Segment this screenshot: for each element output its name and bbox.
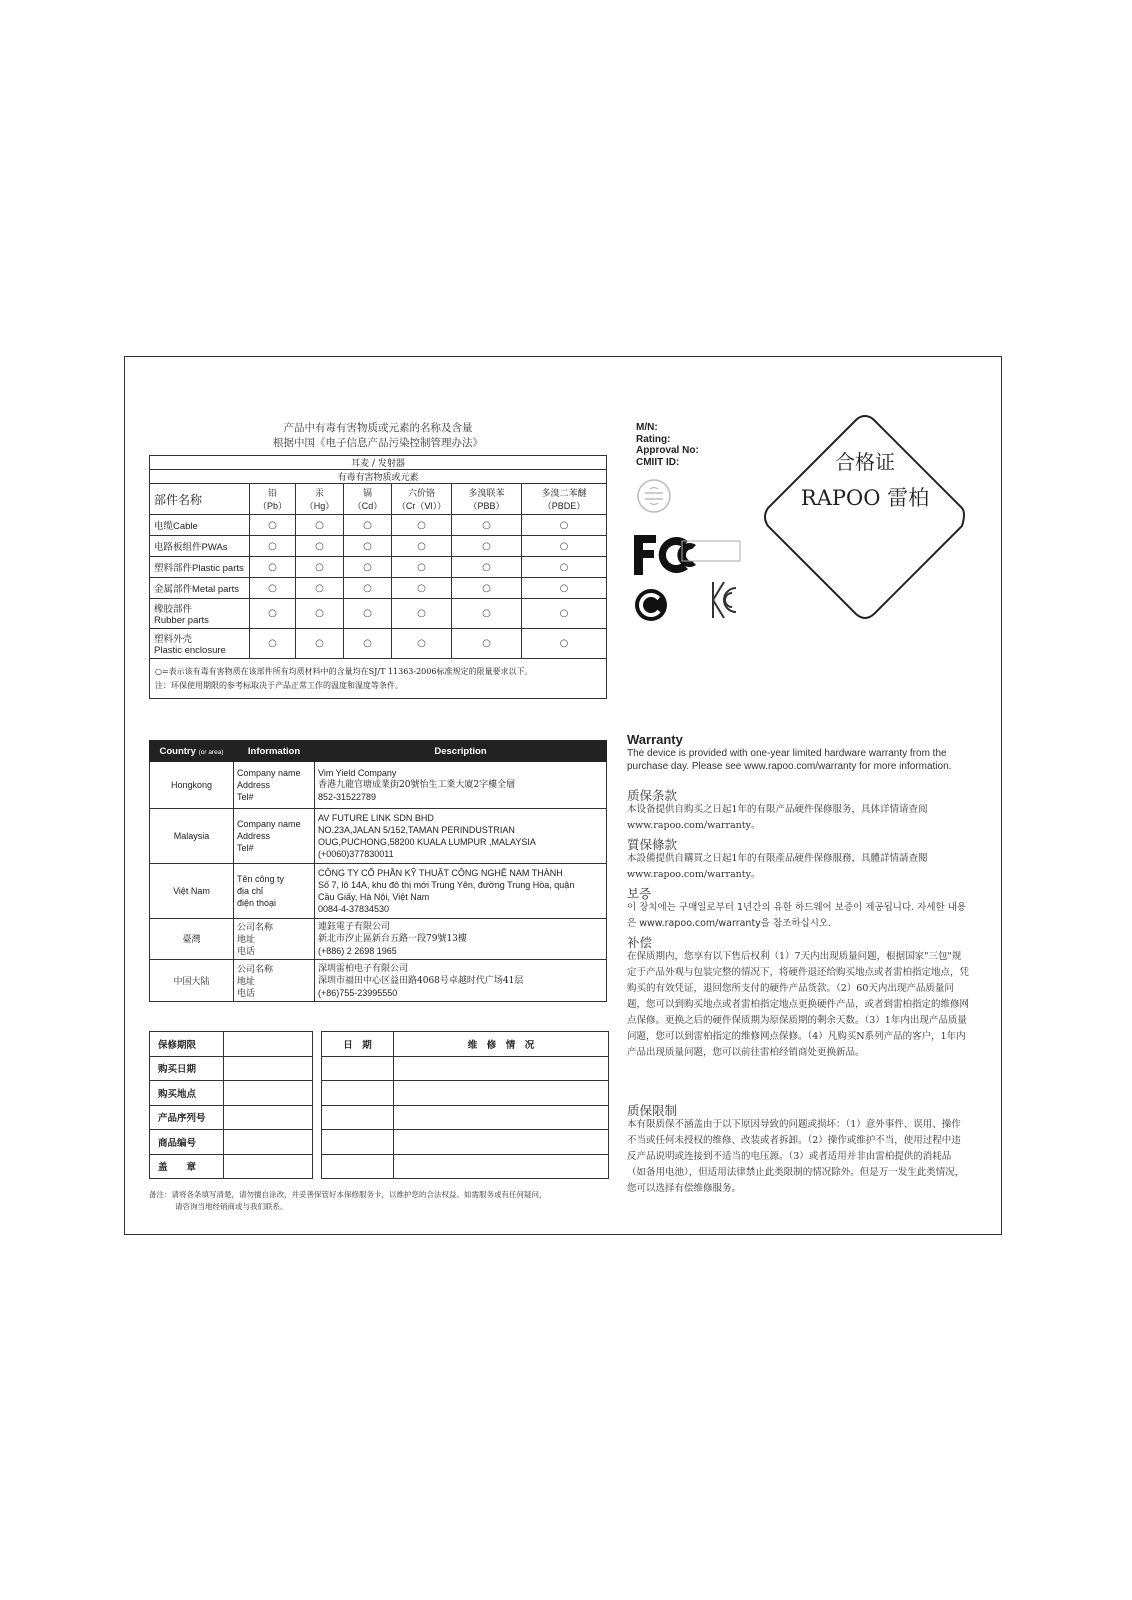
info-label: 电话 — [237, 987, 256, 998]
limitation-text: 本有限质保不涵盖由于以下原因导致的问题或损坏：（1）意外事件、误用、操作不当或任何未授权的维修、改装或者拆卸。（2）操作或维护不当，使用过程中违反产品说明或连接到不适当的电压源。（3）或者适用并非由雷柏提供的消耗品（如备用电池），但适用法律禁止此类限制的情况除外。但是万一发生此类情况，您可以选择有偿维修服务。 — [627, 1119, 965, 1194]
part-name-en: Rubber parts — [154, 615, 209, 626]
compliance-mark: ○ — [392, 515, 452, 536]
compliance-mark: ○ — [522, 629, 607, 659]
description-line: AV FUTURE LINK SDN BHD — [318, 813, 434, 823]
compliance-mark: ○ — [250, 536, 296, 557]
description-cell — [315, 762, 607, 809]
info-label: Company name — [237, 768, 301, 778]
part-name — [150, 599, 250, 629]
contact-table — [149, 740, 607, 1002]
repair-details-field[interactable] — [394, 1081, 609, 1106]
compliance-mark: ○ — [452, 536, 522, 557]
compliance-mark: ○ — [250, 599, 296, 629]
tc-warranty-text: 本設備提供自購買之日起1年的有限產品硬件保修服務，具體詳情請查閱www.rapoo.com/warranty。 — [627, 853, 928, 880]
compliance-mark: ○ — [392, 578, 452, 599]
footnote-line1: 备注：请将各条填写清楚，请勿擅自涂改，并妥善保管好本保修服务卡，以维护您的合法权益。如需服务或有任何疑问， — [149, 1190, 547, 1199]
info-label: Company name — [237, 819, 301, 829]
substances-title: 有毒有害物质或元素 — [150, 470, 607, 484]
substance-header-3 — [392, 484, 452, 515]
record-value-field[interactable] — [224, 1056, 313, 1081]
info-label: 地址 — [237, 934, 256, 944]
part-name-en: Cable — [173, 521, 198, 532]
compliance-mark: ○ — [296, 599, 344, 629]
description-line: 連鈺電子有限公司 — [318, 922, 391, 932]
compliance-mark: ○ — [296, 515, 344, 536]
compliance-mark: ○ — [344, 578, 392, 599]
part-name-en: Plastic enclosure — [154, 645, 226, 656]
info-cell — [234, 864, 315, 919]
sc-warranty-title: 质保条款 — [627, 788, 678, 803]
repair-row — [322, 1105, 609, 1130]
substance-cn: 六价铬 — [407, 489, 435, 499]
info-cell — [234, 809, 315, 864]
warranty-title: Warranty — [627, 732, 683, 747]
part-name-cn: 塑料部件 — [154, 563, 193, 574]
record-row — [150, 1081, 313, 1106]
repair-details-field[interactable] — [394, 1105, 609, 1130]
info-cell — [234, 919, 315, 960]
description-cell — [315, 809, 607, 864]
description-line: 深圳市福田中心区益田路4068号卓越时代广场41层 — [318, 975, 524, 986]
record-label: 商品编号 — [150, 1130, 224, 1155]
hazard-row — [150, 578, 607, 599]
contact-row — [150, 762, 607, 809]
substance-symbol: （PBDE） — [542, 501, 586, 511]
part-name — [150, 515, 250, 536]
repair-date-field[interactable] — [322, 1056, 394, 1081]
info-label: Address — [237, 780, 271, 790]
part-name-header: 部件名称 — [150, 484, 250, 515]
description-cell — [315, 864, 607, 919]
description-line: CÔNG TY CỔ PHẦN KỸ THUẬT CÔNG NGHỆ NAM THÀNH — [318, 868, 563, 878]
description-cell — [315, 919, 607, 960]
description-header: Description — [315, 741, 607, 762]
info-label: Tel# — [237, 792, 254, 802]
hazard-note-2: 注：环保使用期限的参考标取决于产品正常工作的温度和湿度等条件。 — [155, 680, 403, 690]
info-cell — [234, 960, 315, 1002]
repair-date-field[interactable] — [322, 1130, 394, 1155]
part-name — [150, 536, 250, 557]
info-label: Tên công ty — [237, 874, 285, 884]
compliance-mark: ○ — [452, 578, 522, 599]
compliance-mark: ○ — [344, 536, 392, 557]
substance-cn: 多溴联苯 — [468, 489, 505, 499]
info-label: 电话 — [237, 946, 256, 956]
compliance-mark: ○ — [250, 515, 296, 536]
substance-symbol: （PBB） — [468, 501, 505, 511]
record-label: 购买地点 — [150, 1081, 224, 1106]
country-cell: Hongkong — [150, 762, 234, 809]
compliance-mark: ○ — [452, 599, 522, 629]
certificate-title: 合格证 — [835, 450, 895, 474]
description-line: 新北市汐止區新台五路一段79號13樓 — [318, 934, 467, 944]
substance-symbol: （Pb） — [257, 501, 287, 511]
hazardous-substance-table — [149, 455, 607, 699]
kr-warranty-text: 이 장치에는 구매일로부터 1년간의 유한 하드웨어 보증이 제공됩니다. 자세한 내용은 www.rapoo.com/warranty을 참조하십시오. — [627, 902, 967, 929]
repair-details-field[interactable] — [394, 1056, 609, 1081]
description-line: 852-31522789 — [318, 792, 377, 802]
kc-mark-icon — [710, 580, 738, 620]
description-cell — [315, 960, 607, 1002]
description-line: 香港九龍官塘成業街20號怡生工業大廈2字樓全層 — [318, 780, 516, 790]
repair-row — [322, 1032, 609, 1057]
hazard-note-1: ○=表示该有毒有害物质在该部件所有均质材料中的含量均在SJ/T 11363-2006标准规定的限量要求以下。 — [155, 666, 533, 676]
record-label: 盖 章 — [150, 1154, 224, 1179]
description-line: Cầu Giấy, Hà Nội, Việt Nam — [318, 892, 430, 902]
country-cell: 臺灣 — [150, 919, 234, 960]
rating-label: Rating: — [636, 433, 671, 445]
compliance-mark: ○ — [392, 557, 452, 578]
rating-label-block — [636, 422, 699, 468]
compliance-mark: ○ — [296, 536, 344, 557]
hazard-row — [150, 629, 607, 659]
substance-header-5 — [522, 484, 607, 515]
contact-row — [150, 864, 607, 919]
description-line: 0084-4-37834530 — [318, 904, 390, 914]
limitation-title: 质保限制 — [627, 1103, 678, 1118]
description-line: OUG,PUCHONG,58200 KUALA LUMPUR ,MALAYSIA — [318, 837, 536, 847]
repair-header: 维 修 情 况 — [394, 1032, 609, 1057]
compliance-mark: ○ — [392, 536, 452, 557]
description-line: Số 7, lô 14A, khu đô thị mới Trung Yên, đường Trung Hòa, quận — [318, 880, 575, 890]
ccc-mark-icon — [636, 478, 672, 514]
record-label: 产品序列号 — [150, 1105, 224, 1130]
contact-row — [150, 919, 607, 960]
description-line: (+86)755-23995550 — [318, 987, 398, 998]
record-row — [150, 1105, 313, 1130]
hazard-row — [150, 515, 607, 536]
product-name: 耳麦 / 发射器 — [150, 456, 607, 470]
description-line: (+886) 2 2698 1965 — [318, 946, 397, 956]
part-name-en: PWAs — [201, 542, 228, 553]
record-row — [150, 1032, 313, 1057]
compliance-mark: ○ — [250, 629, 296, 659]
part-name-en: Metal parts — [192, 584, 240, 595]
repair-date-field[interactable] — [322, 1105, 394, 1130]
warranty-record-table — [149, 1031, 313, 1179]
repair-details-field[interactable] — [394, 1130, 609, 1155]
description-line: 深圳雷柏电子有限公司 — [318, 963, 409, 974]
repair-date-field[interactable] — [322, 1081, 394, 1106]
part-name-cn: 橡胶部件 — [154, 604, 193, 615]
country-cell: Việt Nam — [150, 864, 234, 919]
record-label: 保修期限 — [150, 1032, 224, 1057]
substance-header-2 — [344, 484, 392, 515]
mn-label: M/N: — [636, 422, 658, 433]
info-label: Tel# — [237, 843, 254, 853]
part-name — [150, 557, 250, 578]
compliance-mark: ○ — [296, 557, 344, 578]
part-name — [150, 578, 250, 599]
description-line: Vim Yield Company — [318, 768, 397, 778]
record-row — [150, 1056, 313, 1081]
substance-cn: 多溴二苯醚 — [541, 489, 587, 499]
record-value-field[interactable] — [224, 1105, 313, 1130]
compensation-text: 在保质期内，您享有以下售后权利（1）7天内出现质量问题，根据国家"三包"规定于产品外观与包装完整的情况下，将硬件退还给购买地点或者雷柏指定地点，凭购买的有效凭证，退回您所支付的硬件产品货款。（2）60天内出现产品质量问题，您可以到购买地点或者雷柏指定地点更换硬件产品，或者到雷柏指定的维修网点保修。更换之后的硬件保质期为原保质期的剩余天数。（3）1年内出现产品质量问题，您可以到雷柏指定的维修网点保修。（4）凡购买N系列产品的客户，1年内产品出现质量问题，您可以前往雷柏经销商处更换新品。 — [627, 951, 970, 1058]
compliance-mark: ○ — [250, 557, 296, 578]
info-label: điện thoại — [237, 898, 277, 908]
compliance-mark: ○ — [452, 515, 522, 536]
part-name-cn: 塑料外壳 — [154, 634, 193, 645]
footnote-line2: 请咨询当地经销商或与我们联系。 — [175, 1202, 288, 1211]
hazard-title-line1: 产品中有毒有害物质或元素的名称及含量 — [283, 422, 473, 434]
part-name-cn: 金属部件 — [154, 584, 193, 595]
description-line: NO.23A,JALAN 5/152,TAMAN PERINDUSTRIAN — [318, 825, 515, 835]
info-label: địa chỉ — [237, 886, 264, 896]
record-row — [150, 1154, 313, 1179]
compliance-mark: ○ — [344, 557, 392, 578]
c-tick-mark-icon — [634, 588, 668, 622]
record-footnote — [149, 1189, 609, 1213]
compliance-mark: ○ — [522, 536, 607, 557]
compliance-mark: ○ — [392, 599, 452, 629]
compliance-mark: ○ — [452, 557, 522, 578]
hazard-title-line2: 根据中国《电子信息产品污染控制管理办法》 — [273, 437, 483, 449]
compliance-mark: ○ — [522, 557, 607, 578]
part-name-cn: 电缆 — [154, 521, 174, 532]
info-label: 地址 — [237, 975, 256, 986]
compliance-mark: ○ — [250, 578, 296, 599]
compliance-mark: ○ — [296, 578, 344, 599]
record-value-field[interactable] — [224, 1154, 313, 1179]
substance-header-1 — [296, 484, 344, 515]
part-name-en: Plastic parts — [192, 563, 244, 574]
date-header: 日 期 — [322, 1032, 394, 1057]
compliance-mark: ○ — [452, 629, 522, 659]
repair-record-table — [321, 1031, 609, 1179]
repair-row — [322, 1130, 609, 1155]
country-cell: Malaysia — [150, 809, 234, 864]
info-label: 公司名称 — [237, 963, 274, 974]
hazard-row — [150, 536, 607, 557]
country-header: Country (or area) — [150, 741, 234, 762]
fcc-mark-icon — [632, 533, 742, 577]
kr-warranty-title: 보증 — [627, 886, 652, 901]
sc-warranty-text: 本设备提供自购买之日起1年的有限产品硬件保修服务，具体详情请查阅www.rapoo.com/warranty。 — [627, 804, 928, 831]
certificate-stamp — [760, 412, 970, 622]
compliance-mark: ○ — [296, 629, 344, 659]
record-value-field[interactable] — [224, 1130, 313, 1155]
substance-cn: 镉 — [362, 489, 372, 499]
repair-details-field[interactable] — [394, 1154, 609, 1179]
compliance-mark: ○ — [344, 599, 392, 629]
record-value-field[interactable] — [224, 1081, 313, 1106]
compliance-mark: ○ — [522, 578, 607, 599]
compliance-mark: ○ — [522, 515, 607, 536]
contact-row — [150, 960, 607, 1002]
hazard-title — [148, 421, 608, 451]
approval-label: Approval No: — [636, 445, 699, 456]
hazard-row — [150, 557, 607, 578]
substance-header-0 — [250, 484, 296, 515]
contact-row — [150, 809, 607, 864]
part-name — [150, 629, 250, 659]
compliance-mark: ○ — [344, 629, 392, 659]
info-cell — [234, 762, 315, 809]
repair-row — [322, 1081, 609, 1106]
country-cell: 中国大陆 — [150, 960, 234, 1002]
compliance-mark: ○ — [522, 599, 607, 629]
substance-header-4 — [452, 484, 522, 515]
substance-cn: 铅 — [267, 489, 277, 499]
description-line: (+0060)377830011 — [318, 849, 394, 859]
country-sub-header: (or area) — [198, 748, 224, 756]
compensation-title: 补偿 — [627, 935, 653, 950]
record-row — [150, 1130, 313, 1155]
compliance-mark: ○ — [392, 629, 452, 659]
substance-cn: 汞 — [314, 489, 324, 499]
hazard-row — [150, 599, 607, 629]
tc-warranty-title: 質保條款 — [627, 837, 678, 852]
record-value-field[interactable] — [224, 1032, 313, 1057]
brand-name: RAPOO 雷柏 — [800, 486, 930, 510]
info-label: Address — [237, 831, 271, 841]
part-name-cn: 电路板组件 — [154, 542, 202, 553]
hazard-notes — [150, 659, 607, 699]
repair-row — [322, 1154, 609, 1179]
info-label: 公司名称 — [237, 922, 274, 932]
compliance-mark: ○ — [344, 515, 392, 536]
repair-date-field[interactable] — [322, 1154, 394, 1179]
cmiit-label: CMIIT ID: — [636, 456, 680, 468]
warranty-english: The device is provided with one-year limited hardware warranty from the purchase day. Please see www.rapoo.com/warranty for more information. — [627, 748, 952, 772]
information-header: Information — [234, 741, 315, 762]
repair-row — [322, 1056, 609, 1081]
record-label: 购买日期 — [150, 1056, 224, 1081]
substance-symbol: （Hg） — [304, 501, 335, 511]
substance-symbol: （Cd） — [352, 501, 383, 511]
substance-symbol: （Cr（Ⅵ）） — [396, 501, 447, 511]
